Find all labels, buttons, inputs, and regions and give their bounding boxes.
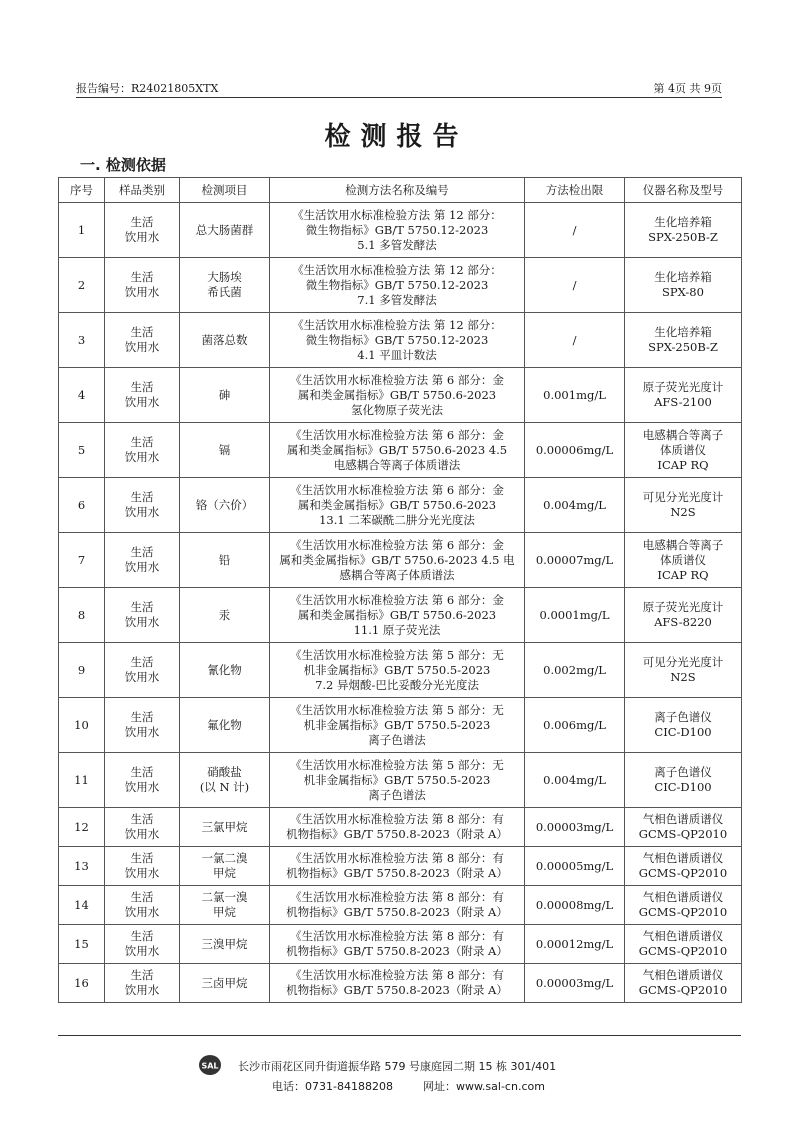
- table-row: [59, 258, 742, 313]
- cell-instrument: [625, 753, 742, 808]
- cell-method-line: 13.1 二苯碳酰二肼分光光度法: [319, 512, 475, 527]
- cell-no: [59, 588, 105, 643]
- cell-item-line: 砷: [218, 387, 231, 402]
- table-row: [59, 808, 742, 847]
- cell-no-line: 13: [74, 858, 89, 873]
- cell-item: [180, 478, 270, 533]
- cell-category-line: 饮用水: [124, 450, 160, 464]
- cell-instrument: [625, 698, 742, 753]
- cell-method-line: 《生活饮用水标准检验方法 第 12 部分：: [292, 262, 502, 277]
- cell-category-line: 生活: [130, 490, 154, 504]
- table-row: [59, 925, 742, 964]
- cell-category-line: 生活: [130, 655, 154, 669]
- cell-category: [105, 925, 180, 964]
- cell-item: [180, 886, 270, 925]
- cell-instrument-line: CIC-D100: [654, 725, 712, 739]
- cell-limit-line: 0.00005mg/L: [535, 858, 614, 873]
- cell-category: [105, 368, 180, 423]
- cell-category: [105, 847, 180, 886]
- cell-no-line: 14: [74, 897, 89, 912]
- cell-instrument-line: 生化培养箱: [654, 325, 712, 339]
- cell-category: [105, 533, 180, 588]
- cell-category-line: 饮用水: [124, 670, 160, 684]
- cell-category-line: 饮用水: [124, 944, 160, 958]
- table-row: [59, 847, 742, 886]
- cell-item: [180, 533, 270, 588]
- cell-no-line: 10: [74, 717, 89, 732]
- cell-category: [105, 753, 180, 808]
- cell-method: [270, 478, 525, 533]
- cell-no-line: 8: [77, 607, 86, 622]
- footer-divider: [58, 1035, 741, 1036]
- cell-item: [180, 847, 270, 886]
- cell-category-line: 饮用水: [124, 615, 160, 629]
- cell-category-line: 生活: [130, 929, 154, 943]
- cell-instrument-line: 电感耦合等离子: [642, 537, 724, 552]
- cell-item: [180, 698, 270, 753]
- cell-no: [59, 368, 105, 423]
- section-title: 一. 检测依据: [80, 156, 166, 174]
- cell-no-line: 2: [77, 277, 86, 292]
- cell-instrument-line: ICAP RQ: [657, 567, 709, 582]
- cell-item-line: 氰化物: [207, 662, 242, 677]
- cell-method-line: 机物指标》GB/T 5750.8-2023（附录 A）: [286, 905, 508, 919]
- cell-limit: [525, 925, 625, 964]
- cell-method-line: 机物指标》GB/T 5750.8-2023（附录 A）: [286, 827, 508, 841]
- cell-instrument-line: 气相色谱质谱仪: [642, 968, 724, 982]
- cell-instrument: [625, 258, 742, 313]
- cell-instrument-line: AFS-8220: [654, 615, 712, 629]
- cell-method: [270, 313, 525, 368]
- cell-item: [180, 368, 270, 423]
- cell-method-line: 属和类金属指标》GB/T 5750.6-2023 4.5: [286, 442, 508, 457]
- cell-instrument: [625, 925, 742, 964]
- cell-instrument: [625, 478, 742, 533]
- cell-item-line: 硝酸盐: [207, 765, 242, 779]
- table-row: [59, 368, 742, 423]
- cell-category-line: 饮用水: [124, 230, 160, 244]
- table-row: [59, 698, 742, 753]
- cell-category-line: 生活: [130, 325, 154, 339]
- cell-limit: [525, 203, 625, 258]
- cell-instrument-line: N2S: [670, 670, 696, 684]
- cell-method-line: 微生物指标》GB/T 5750.12-2023: [305, 222, 489, 237]
- cell-method: [270, 588, 525, 643]
- cell-category-line: 生活: [130, 812, 154, 826]
- cell-item: [180, 313, 270, 368]
- cell-method-line: 5.1 多管发酵法: [357, 237, 437, 252]
- cell-no: [59, 886, 105, 925]
- cell-instrument-line: ICAP RQ: [657, 457, 709, 472]
- cell-instrument: [625, 423, 742, 478]
- table-row: [59, 964, 742, 1003]
- cell-no: [59, 964, 105, 1003]
- cell-item: [180, 643, 270, 698]
- cell-category-line: 生活: [130, 380, 154, 394]
- table-row: [59, 203, 742, 258]
- cell-item-line: 希氏菌: [207, 285, 242, 299]
- cell-method-line: 机物指标》GB/T 5750.8-2023（附录 A）: [286, 983, 508, 997]
- cell-limit-line: 0.00008mg/L: [535, 897, 614, 912]
- cell-instrument-line: 气相色谱质谱仪: [642, 890, 724, 904]
- table-row: [59, 753, 742, 808]
- cell-instrument: [625, 588, 742, 643]
- cell-limit-line: 0.006mg/L: [543, 717, 606, 732]
- cell-item-line: 一氯二溴: [201, 851, 248, 865]
- cell-method-line: 属和类金属指标》GB/T 5750.6-2023: [297, 387, 497, 402]
- cell-instrument: [625, 203, 742, 258]
- table-header-row: [59, 178, 742, 203]
- cell-method-line: 《生活饮用水标准检验方法 第 5 部分：无: [290, 702, 504, 717]
- cell-method-line: 《生活饮用水标准检验方法 第 8 部分：有: [290, 812, 504, 826]
- cell-category: [105, 258, 180, 313]
- cell-no-line: 15: [74, 936, 89, 951]
- cell-item: [180, 808, 270, 847]
- cell-limit-line: 0.004mg/L: [543, 497, 606, 512]
- cell-method: [270, 964, 525, 1003]
- cell-instrument-line: 离子色谱仪: [654, 765, 712, 779]
- cell-category-line: 生活: [130, 435, 154, 449]
- cell-method: [270, 847, 525, 886]
- cell-no-line: 1: [77, 222, 86, 237]
- cell-method-line: 《生活饮用水标准检验方法 第 6 部分：金: [290, 372, 504, 387]
- cell-method: [270, 698, 525, 753]
- cell-method-line: 《生活饮用水标准检验方法 第 8 部分：有: [290, 851, 504, 865]
- cell-instrument-line: 生化培养箱: [654, 270, 712, 284]
- footer-website: 网址：www.sal-cn.com: [422, 1080, 545, 1093]
- cell-method-line: 《生活饮用水标准检验方法 第 5 部分：无: [290, 757, 504, 772]
- cell-method-line: 11.1 原子荧光法: [353, 622, 441, 637]
- cell-limit: [525, 643, 625, 698]
- cell-instrument-line: 生化培养箱: [654, 215, 712, 229]
- table-row: [59, 643, 742, 698]
- cell-method: [270, 423, 525, 478]
- cell-limit: [525, 423, 625, 478]
- cell-instrument-line: 气相色谱质谱仪: [642, 929, 724, 943]
- cell-method: [270, 533, 525, 588]
- cell-instrument: [625, 533, 742, 588]
- sal-logo-icon: [198, 1054, 222, 1076]
- col-header-limit: 方法检出限: [525, 178, 625, 203]
- cell-instrument-line: GCMS-QP2010: [638, 905, 728, 919]
- cell-instrument: [625, 847, 742, 886]
- cell-item-line: 甲烷: [213, 905, 236, 919]
- cell-no: [59, 533, 105, 588]
- cell-instrument-line: N2S: [670, 505, 696, 519]
- cell-category: [105, 808, 180, 847]
- cell-category-line: 饮用水: [124, 725, 160, 739]
- cell-method-line: 《生活饮用水标准检验方法 第 5 部分：无: [290, 647, 504, 662]
- cell-no: [59, 925, 105, 964]
- cell-no-line: 11: [74, 772, 89, 787]
- cell-category: [105, 964, 180, 1003]
- cell-limit-line: /: [572, 332, 577, 347]
- cell-item-line: 镉: [218, 442, 231, 457]
- cell-category-line: 生活: [130, 545, 154, 559]
- cell-instrument-line: 离子色谱仪: [654, 710, 712, 724]
- table-row: [59, 533, 742, 588]
- cell-instrument-line: GCMS-QP2010: [638, 983, 728, 997]
- cell-method: [270, 925, 525, 964]
- footer-contact: [272, 1078, 575, 1094]
- cell-method-line: 《生活饮用水标准检验方法 第 6 部分：金: [290, 427, 504, 442]
- cell-no-line: 4: [77, 387, 86, 402]
- cell-instrument-line: SPX-250B-Z: [648, 340, 718, 354]
- cell-category: [105, 698, 180, 753]
- cell-instrument-line: 体质谱仪: [660, 442, 706, 457]
- cell-no: [59, 753, 105, 808]
- cell-no-line: 6: [77, 497, 86, 512]
- cell-instrument-line: CIC-D100: [654, 780, 712, 794]
- cell-method: [270, 643, 525, 698]
- cell-no: [59, 808, 105, 847]
- cell-no-line: 5: [77, 442, 86, 457]
- cell-category: [105, 203, 180, 258]
- cell-method: [270, 886, 525, 925]
- cell-instrument: [625, 313, 742, 368]
- header-divider: [76, 97, 722, 98]
- cell-category-line: 生活: [130, 600, 154, 614]
- cell-method-line: 《生活饮用水标准检验方法 第 12 部分：: [292, 207, 502, 222]
- cell-no: [59, 478, 105, 533]
- cell-item: [180, 203, 270, 258]
- cell-no: [59, 643, 105, 698]
- cell-category-line: 生活: [130, 890, 154, 904]
- table-row: [59, 886, 742, 925]
- cell-method: [270, 753, 525, 808]
- cell-method-line: 微生物指标》GB/T 5750.12-2023: [305, 332, 489, 347]
- cell-no: [59, 313, 105, 368]
- cell-category-line: 饮用水: [124, 560, 160, 574]
- cell-method-line: 《生活饮用水标准检验方法 第 8 部分：有: [290, 890, 504, 904]
- cell-item: [180, 925, 270, 964]
- cell-limit-line: 0.002mg/L: [543, 662, 606, 677]
- cell-category-line: 生活: [130, 765, 154, 779]
- cell-method-line: 机非金属指标》GB/T 5750.5-2023: [303, 772, 491, 787]
- cell-category-line: 生活: [130, 270, 154, 284]
- cell-no: [59, 423, 105, 478]
- cell-instrument: [625, 368, 742, 423]
- cell-method-line: 机非金属指标》GB/T 5750.5-2023: [303, 662, 491, 677]
- cell-instrument: [625, 808, 742, 847]
- cell-method-line: 感耦合等离子体质谱法: [339, 567, 455, 582]
- cell-category: [105, 313, 180, 368]
- cell-instrument-line: SPX-80: [662, 285, 704, 299]
- cell-instrument-line: 电感耦合等离子: [642, 427, 724, 442]
- cell-method-line: 《生活饮用水标准检验方法 第 8 部分：有: [290, 968, 504, 982]
- cell-category: [105, 478, 180, 533]
- cell-limit: [525, 533, 625, 588]
- cell-method-line: 7.2 异烟酸-巴比妥酸分光光度法: [315, 677, 479, 692]
- cell-limit-line: 0.00003mg/L: [535, 819, 614, 834]
- table-row: [59, 313, 742, 368]
- cell-item-line: 甲烷: [213, 866, 236, 880]
- cell-item-line: (以 N 计): [199, 780, 250, 794]
- cell-limit-line: 0.00003mg/L: [535, 975, 614, 990]
- cell-category-line: 饮用水: [124, 395, 160, 409]
- cell-category-line: 饮用水: [124, 285, 160, 299]
- cell-item-line: 铅: [218, 552, 231, 567]
- cell-category-line: 生活: [130, 710, 154, 724]
- cell-no-line: 12: [74, 819, 89, 834]
- cell-method: [270, 203, 525, 258]
- cell-category-line: 饮用水: [124, 983, 160, 997]
- cell-no-line: 7: [77, 552, 86, 567]
- cell-instrument-line: GCMS-QP2010: [638, 827, 728, 841]
- cell-item-line: 三卤甲烷: [201, 975, 248, 990]
- cell-method-line: 《生活饮用水标准检验方法 第 6 部分：金: [290, 537, 504, 552]
- cell-item-line: 二氯一溴: [201, 890, 248, 904]
- cell-limit-line: 0.00007mg/L: [535, 552, 614, 567]
- cell-method-line: 4.1 平皿计数法: [357, 347, 437, 362]
- page-header: [76, 80, 722, 96]
- cell-category-line: 生活: [130, 215, 154, 229]
- cell-instrument-line: 原子荧光光度计: [642, 600, 724, 614]
- cell-method-line: 7.1 多管发酵法: [357, 292, 437, 307]
- cell-item-line: 铬（六价）: [195, 497, 254, 512]
- cell-limit: [525, 753, 625, 808]
- cell-instrument-line: 原子荧光光度计: [642, 380, 724, 394]
- cell-item-line: 总大肠菌群: [195, 222, 254, 237]
- cell-limit: [525, 847, 625, 886]
- table-row: [59, 478, 742, 533]
- cell-method: [270, 808, 525, 847]
- cell-item: [180, 753, 270, 808]
- cell-method-line: 电感耦合等离子体质谱法: [333, 457, 461, 472]
- col-header-category: 样品类别: [105, 178, 180, 203]
- cell-limit: [525, 808, 625, 847]
- cell-method-line: 《生活饮用水标准检验方法 第 8 部分：有: [290, 929, 504, 943]
- cell-item-line: 菌落总数: [201, 332, 248, 347]
- cell-limit: [525, 588, 625, 643]
- cell-no: [59, 258, 105, 313]
- cell-method-line: 离子色谱法: [368, 732, 426, 747]
- cell-limit: [525, 313, 625, 368]
- cell-method-line: 属和类金属指标》GB/T 5750.6-2023: [297, 497, 497, 512]
- cell-item: [180, 588, 270, 643]
- col-header-method: 检测方法名称及编号: [270, 178, 525, 203]
- cell-category: [105, 643, 180, 698]
- cell-no: [59, 847, 105, 886]
- cell-no-line: 3: [77, 332, 86, 347]
- cell-instrument: [625, 886, 742, 925]
- cell-method: [270, 368, 525, 423]
- svg-text:SAL: SAL: [201, 1061, 219, 1071]
- cell-method-line: 微生物指标》GB/T 5750.12-2023: [305, 277, 489, 292]
- cell-limit-line: 0.0001mg/L: [539, 607, 610, 622]
- cell-method-line: 《生活饮用水标准检验方法 第 6 部分：金: [290, 482, 504, 497]
- table-row: [59, 423, 742, 478]
- cell-item-line: 氟化物: [207, 717, 242, 732]
- cell-method-line: 属和类金属指标》GB/T 5750.6-2023: [297, 607, 497, 622]
- cell-category-line: 生活: [130, 851, 154, 865]
- cell-category-line: 饮用水: [124, 780, 160, 794]
- cell-limit: [525, 698, 625, 753]
- cell-no-line: 16: [74, 975, 89, 990]
- report-number: 报告编号：R24021805XTX: [76, 82, 219, 95]
- cell-category-line: 生活: [130, 968, 154, 982]
- page-info: 第 4页 共 9页: [653, 82, 722, 95]
- cell-item-line: 三氯甲烷: [201, 819, 248, 834]
- cell-item-line: 三溴甲烷: [201, 936, 248, 951]
- cell-instrument-line: AFS-2100: [654, 395, 712, 409]
- cell-instrument-line: 可见分光光度计: [642, 490, 724, 504]
- cell-item: [180, 423, 270, 478]
- cell-category: [105, 588, 180, 643]
- footer-phone: 电话：0731-84188208: [272, 1080, 393, 1093]
- cell-method-line: 离子色谱法: [368, 787, 426, 802]
- cell-limit: [525, 964, 625, 1003]
- cell-method-line: 机物指标》GB/T 5750.8-2023（附录 A）: [286, 944, 508, 958]
- cell-method-line: 氢化物原子荧光法: [351, 402, 443, 417]
- footer-address: 长沙市雨花区同升街道振华路 579 号康庭园二期 15 栋 301/401: [238, 1060, 557, 1073]
- cell-limit: [525, 258, 625, 313]
- cell-item-line: 大肠埃: [207, 270, 242, 284]
- cell-category-line: 饮用水: [124, 905, 160, 919]
- cell-limit: [525, 478, 625, 533]
- cell-no: [59, 698, 105, 753]
- cell-category-line: 饮用水: [124, 340, 160, 354]
- cell-category: [105, 886, 180, 925]
- cell-instrument-line: 体质谱仪: [660, 552, 706, 567]
- cell-limit: [525, 368, 625, 423]
- cell-instrument-line: 可见分光光度计: [642, 655, 724, 669]
- basis-table: [58, 177, 742, 1003]
- cell-method-line: 《生活饮用水标准检验方法 第 6 部分：金: [290, 592, 504, 607]
- cell-item-line: 汞: [218, 607, 231, 622]
- cell-category-line: 饮用水: [124, 827, 160, 841]
- cell-instrument-line: GCMS-QP2010: [638, 944, 728, 958]
- cell-limit-line: 0.00012mg/L: [535, 936, 614, 951]
- cell-instrument-line: 气相色谱质谱仪: [642, 812, 724, 826]
- cell-instrument-line: GCMS-QP2010: [638, 866, 728, 880]
- col-header-no: 序号: [59, 178, 105, 203]
- cell-limit: [525, 886, 625, 925]
- cell-method-line: 机物指标》GB/T 5750.8-2023（附录 A）: [286, 866, 508, 880]
- cell-category-line: 饮用水: [124, 866, 160, 880]
- cell-limit-line: /: [572, 222, 577, 237]
- cell-limit-line: 0.00006mg/L: [535, 442, 614, 457]
- table-row: [59, 588, 742, 643]
- cell-limit-line: 0.004mg/L: [543, 772, 606, 787]
- cell-instrument: [625, 964, 742, 1003]
- cell-limit-line: 0.001mg/L: [543, 387, 606, 402]
- cell-item: [180, 258, 270, 313]
- cell-method-line: 属和类金属指标》GB/T 5750.6-2023 4.5 电: [279, 552, 515, 567]
- cell-method: [270, 258, 525, 313]
- cell-instrument-line: SPX-250B-Z: [648, 230, 718, 244]
- col-header-instrument: 仪器名称及型号: [625, 178, 742, 203]
- cell-category: [105, 423, 180, 478]
- report-title: 检测报告: [324, 122, 469, 152]
- cell-no: [59, 203, 105, 258]
- cell-no-line: 9: [77, 662, 86, 677]
- cell-instrument-line: 气相色谱质谱仪: [642, 851, 724, 865]
- cell-method-line: 机非金属指标》GB/T 5750.5-2023: [303, 717, 491, 732]
- col-header-item: 检测项目: [180, 178, 270, 203]
- cell-limit-line: /: [572, 277, 577, 292]
- cell-category-line: 饮用水: [124, 505, 160, 519]
- cell-item: [180, 964, 270, 1003]
- cell-method-line: 《生活饮用水标准检验方法 第 12 部分：: [292, 317, 502, 332]
- cell-instrument: [625, 643, 742, 698]
